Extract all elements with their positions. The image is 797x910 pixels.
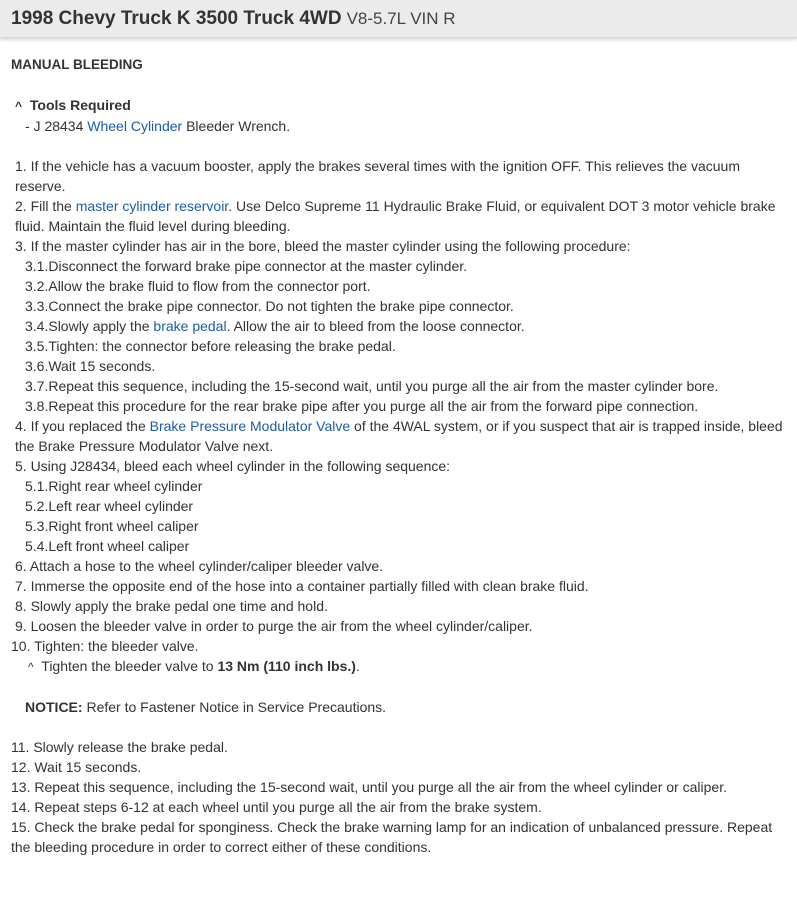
step-3-1: 3.1.Disconnect the forward brake pipe connector at the master cylinder. — [25, 258, 468, 274]
step-13: 13. Repeat this sequence, including the 15-second wait, until you purge all the air from the wheel cylinder or caliper. — [11, 779, 727, 795]
engine-subtitle: V8-5.7L VIN R — [346, 8, 456, 28]
notice — [11, 697, 786, 717]
step-1: 1. If the vehicle has a vacuum booster, apply the brakes several times with the ignition OFF. This relieves the vacuum reserve. — [15, 158, 740, 194]
step-9: 9. Loosen the bleeder valve in order to purge the air from the wheel cylinder/caliper. — [15, 618, 533, 634]
step-3-4-pre: 3.4.Slowly apply the — [25, 318, 154, 334]
page-title: 1998 Chevy Truck K 3500 Truck 4WD — [11, 7, 342, 29]
step-8: 8. Slowly apply the brake pedal one time and hold. — [15, 598, 328, 614]
step-3-3: 3.3.Connect the brake pipe connector. Do not tighten the brake pipe connector. — [25, 298, 514, 314]
tool-item-suffix: Bleeder Wrench. — [182, 118, 291, 134]
tools-heading-label: Tools Required — [29, 97, 131, 113]
step-5: 5. Using J28434, bleed each wheel cylinder in the following sequence: — [15, 458, 451, 474]
step-10: 10. Tighten: the bleeder valve. — [11, 638, 199, 654]
step-5-3: 5.3.Right front wheel caliper — [25, 518, 199, 534]
step-2-pre: 2. Fill the — [15, 198, 76, 214]
step-4 — [11, 416, 786, 456]
tool-item-prefix: - J 28434 — [25, 118, 88, 134]
notice-text: Refer to Fastener Notice in Service Precautions. — [82, 699, 387, 715]
step-4-pre: 4. If you replaced the — [15, 418, 150, 434]
step-3-4 — [11, 316, 786, 336]
step-3-4-post: . Allow the air to bleed from the loose connector. — [226, 318, 525, 334]
step-2 — [11, 196, 786, 236]
step-10-spec — [11, 656, 786, 677]
step-2-post: . Use Delco Supreme 11 Hydraulic Brake Fluid, or equivalent DOT 3 motor vehicle brake fluid. Maintain the fluid level during bleeding. — [15, 198, 776, 234]
step-3-7: 3.7.Repeat this sequence, including the 15-second wait, until you purge all the air from the master cylinder bore. — [25, 378, 719, 394]
procedure-content — [0, 55, 797, 857]
torque-value: 13 Nm (110 inch lbs.) — [217, 658, 356, 674]
caret-icon: ^ — [15, 99, 23, 113]
step-15: 15. Check the brake pedal for sponginess. Check the brake warning lamp for an indication of unbalanced pressure. Repeat the bleeding procedure in order to correct either of these conditions. — [11, 819, 773, 855]
brake-pressure-modulator-valve-link[interactable]: Brake Pressure Modulator Valve — [149, 418, 351, 434]
tools-heading — [11, 95, 786, 116]
step-6: 6. Attach a hose to the wheel cylinder/caliper bleeder valve. — [15, 558, 384, 574]
section-title: MANUAL BLEEDING — [11, 57, 143, 72]
step-7: 7. Immerse the opposite end of the hose into a container partially filled with clean brake fluid. — [15, 578, 589, 594]
step-4-post: of the 4WAL system, or if you suspect that air is trapped inside, bleed the Brake Pressure Modulator Valve next. — [15, 418, 783, 454]
master-cylinder-reservoir-link[interactable]: master cylinder reservoir — [75, 198, 229, 214]
tool-item — [11, 116, 786, 136]
step-5-1: 5.1.Right rear wheel cylinder — [25, 478, 203, 494]
step-3: 3. If the master cylinder has air in the bore, bleed the master cylinder using the following procedure: — [15, 238, 631, 254]
wheel-cylinder-link[interactable]: Wheel Cylinder — [87, 118, 183, 134]
step-10-spec-post: . — [355, 658, 360, 674]
step-5-2: 5.2.Left rear wheel cylinder — [25, 498, 194, 514]
step-14: 14. Repeat steps 6-12 at each wheel until you purge all the air from the brake system. — [11, 799, 542, 815]
step-11: 11. Slowly release the brake pedal. — [11, 739, 228, 755]
step-10-spec-pre: Tighten the bleeder valve to — [41, 658, 218, 674]
step-3-8: 3.8.Repeat this procedure for the rear brake pipe after you purge all the air from the forward pipe connection. — [25, 398, 699, 414]
step-3-5: 3.5.Tighten: the connector before releasing the brake pedal. — [25, 338, 396, 354]
step-12: 12. Wait 15 seconds. — [11, 759, 142, 775]
step-3-6: 3.6.Wait 15 seconds. — [25, 358, 156, 374]
notice-label: NOTICE: — [25, 699, 83, 715]
step-5-4: 5.4.Left front wheel caliper — [25, 538, 190, 554]
page-header — [0, 0, 797, 38]
step-3-2: 3.2.Allow the brake fluid to flow from the connector port. — [25, 278, 371, 294]
brake-pedal-link[interactable]: brake pedal — [153, 318, 227, 334]
caret-icon: ^ — [28, 660, 34, 674]
